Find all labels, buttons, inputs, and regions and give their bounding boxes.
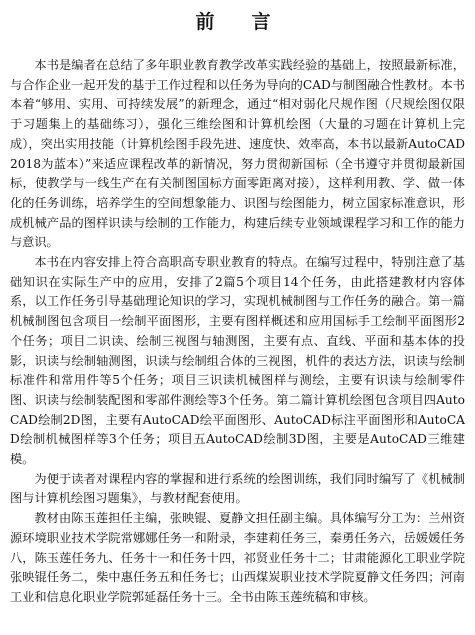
paragraph-exercise-book: 为便于读者对课程内容的掌握和进行系统的绘图训练，我们同时编写了《机械制图与计算机绘图习题集》，与教材配套使用。 <box>10 471 465 506</box>
paragraph-intro: 本书是编者在总结了多年职业教育教学改革实践经验的基础上，按照最新标准，与合作企业一起开发的基于工作过程和以任务为导向的CAD与制图融合性教材。本书本着“够用、实用、可持续发展”的新理念，通过“相对弱化尺规作图（尺规绘图仅限于习题集上的基础练习），强化三维绘图和计算机绘图（大量的习题在计算机上完成），突出实用技能（计算机绘图手段先进、速度快、效率高，本书以最新AutoCAD 2018为蓝本）”来适应课程改革的新情况，努力贯彻新国标（全书遵守并贯彻最新国标，使教学与一线生产在有关制图国标方面零距离对接），这样利用教、学、做一体化的任务训练，培养学生的空间想象能力、识图与绘图能力，树立国家标准意识，形成机械产品的图样识读与绘制的工作能力，构建后续专业领域课程学习和工作的能力与意识。 <box>10 58 465 250</box>
page-title: 前 言 <box>195 11 280 33</box>
paragraph-authors: 教材由陈玉莲担任主编，张映锟、夏静文担任副主编。具体编写分工为：兰州资源环境职业技术学院常娜娜任务一和附录，李建莉任务三，秦勇任务六，岳媛媛任务八，陈玉莲任务九、任务十一和任务十四，祁贤业任务十二；甘肃能源化工职业学院张映锟任务二，柴中惠任务五和任务七；山西煤炭职业技术学院夏静文任务四；河南工业和信息化职业学院郭延磊任务十三。全书由陈玉莲统稿和审核。 <box>10 511 465 604</box>
paragraph-content: 本书在内容安排上符合高职高专职业教育的特点。在编写过程中，特别注意了基础知识在实际生产中的应用，安排了2篇5个项目14个任务，由此搭建教材内容体系，以工作任务引导基础理论知识的学习，实现机械制图与工作任务的融合。第一篇机械制图包含项目一绘制平面图形，主要有图样概述和应用国标手工绘制平面图形2个任务；项目二识读、绘制三视图与轴测图，主要有点、直线、平面和基本体的投影，识读与绘制轴测图，识读与绘制组合体的三视图，机件的表达方法，识读与绘制标准件和常用件等5个任务；项目三识读机械图样与测绘，主要有识读与绘制零件图、识读与绘制装配图和零部件测绘等3个任务。第二篇计算机绘图包含项目四AutoCAD绘制2D图，主要有AutoCAD绘平面图形、AutoCAD标注平面图形和AutoCAD绘制机械图样等3个任务；项目五AutoCAD绘制3D图，主要是AutoCAD三维建模。 <box>10 255 465 467</box>
